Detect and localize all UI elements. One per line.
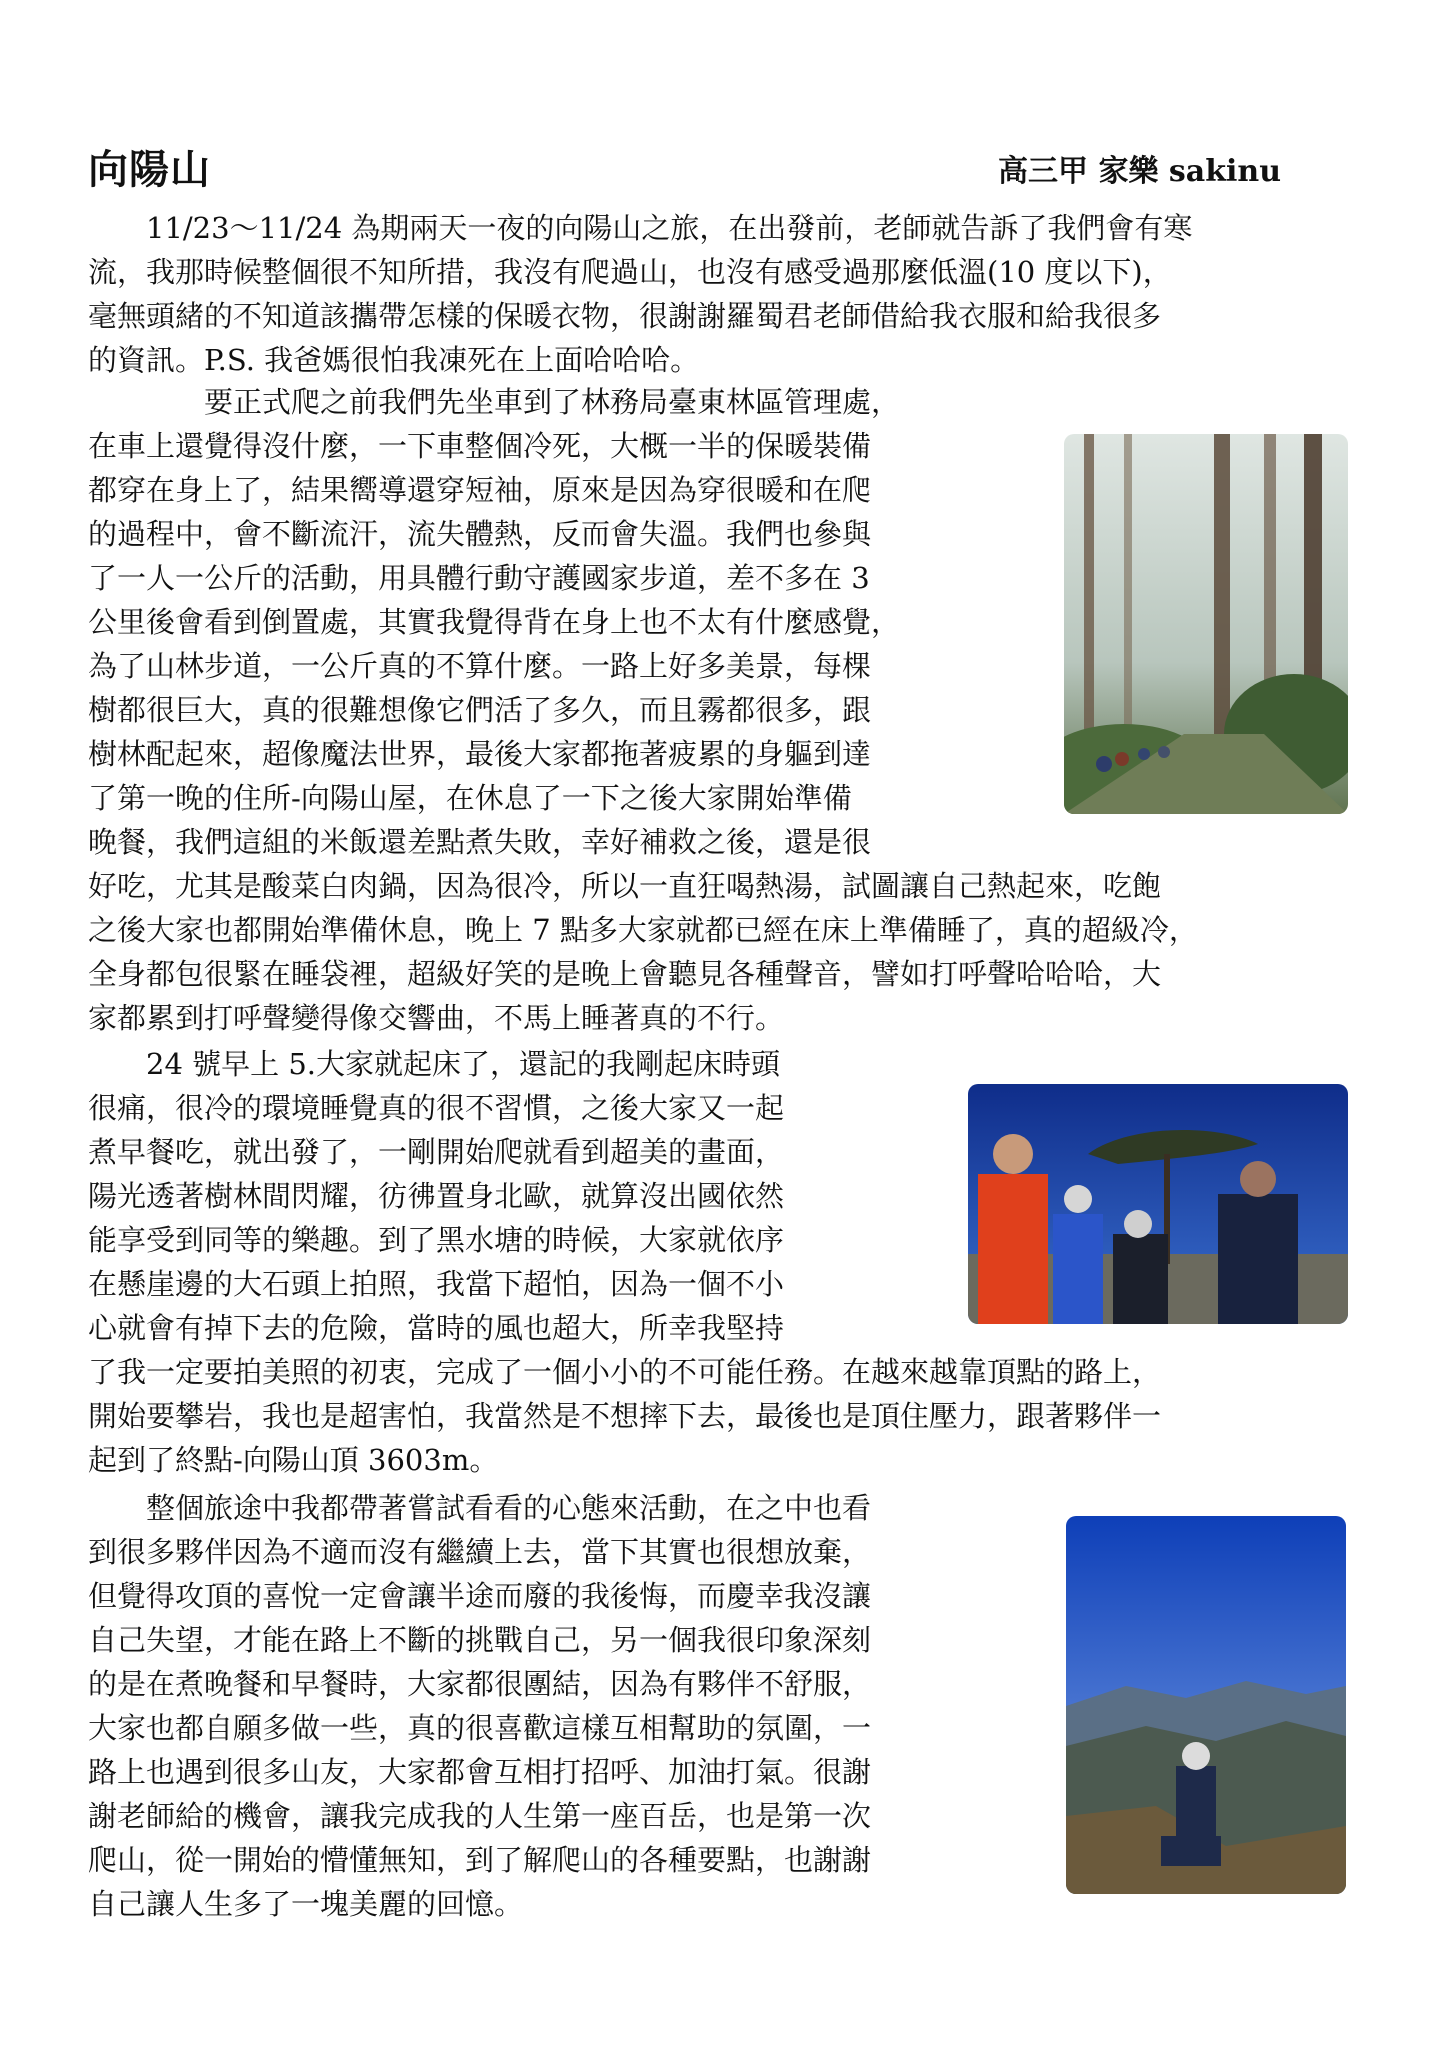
text-line: 樹林配起來，超像魔法世界，最後大家都拖著疲累的身軀到達 [88,737,872,771]
text-line: 起到了終點-向陽山頂 3603m。 [88,1443,499,1477]
text-line: 要正式爬之前我們先坐車到了林務局臺東林區管理處， [88,385,901,419]
text-line: 全身都包很緊在睡袋裡，超級好笑的是晚上會聽見各種聲音，譬如打呼聲哈哈哈，大 [88,957,1162,991]
text-line: 了第一晚的住所-向陽山屋，在休息了一下之後大家開始準備 [88,781,852,815]
text-line: 謝老師給的機會，讓我完成我的人生第一座百岳，也是第一次 [88,1799,872,1833]
text-line: 在懸崖邊的大石頭上拍照，我當下超怕，因為一個不小 [88,1267,785,1301]
text-line: 自己讓人生多了一塊美麗的回憶。 [88,1887,524,1921]
forest-trail-photo [1064,434,1348,814]
text-line: 毫無頭緒的不知道該攜帶怎樣的保暖衣物，很謝謝羅蜀君老師借給我衣服和給我很多 [88,299,1162,333]
text-line: 陽光透著樹林間閃耀，彷彿置身北歐，就算沒出國依然 [88,1179,785,1213]
paragraph-day2 [88,1042,938,1350]
text-line: 能享受到同等的樂趣。到了黑水塘的時候，大家就依序 [88,1223,785,1257]
text-line: 整個旅途中我都帶著嘗試看看的心態來活動，在之中也看 [88,1491,872,1525]
text-line: 之後大家也都開始準備休息，晚上 7 點多大家就都已經在床上準備睡了，真的超級冷， [88,913,1198,947]
text-line: 11/23～11/24 為期兩天一夜的向陽山之旅，在出發前，老師就告訴了我們會有寒 [88,211,1193,245]
text-line: 了我一定要拍美照的初衷，完成了一個小小的不可能任務。在越來越靠頂點的路上， [88,1355,1162,1389]
text-line: 的過程中，會不斷流汗，流失體熱，反而會失溫。我們也參與 [88,517,872,551]
text-line: 24 號早上 5.大家就起床了，還記的我剛起床時頭 [88,1047,781,1081]
text-line: 了一人一公斤的活動，用具體行動守護國家步道，差不多在 3 [88,561,870,595]
text-line: 很痛，很冷的環境睡覺真的很不習慣，之後大家又一起 [88,1091,785,1125]
text-line: 樹都很巨大，真的很難想像它們活了多久，而且霧都很多，跟 [88,693,872,727]
text-line: 到很多夥伴因為不適而沒有繼續上去，當下其實也很想放棄， [88,1535,872,1569]
text-line: 自己失望，才能在路上不斷的挑戰自己，另一個我很印象深刻 [88,1623,872,1657]
text-line: 但覺得攻頂的喜悅一定會讓半途而廢的我後悔，而慶幸我沒讓 [88,1579,872,1613]
author-byline: 高三甲 家樂 sakinu [998,154,1282,189]
text-line: 流，我那時候整個很不知所措，我沒有爬過山，也沒有感受過那麼低溫(10 度以下)， [88,255,1172,289]
page-title: 向陽山 [88,146,211,193]
text-line: 路上也遇到很多山友，大家都會互相打招呼、加油打氣。很謝 [88,1755,872,1789]
text-line: 心就會有掉下去的危險，當時的風也超大，所幸我堅持 [88,1311,785,1345]
text-line: 的資訊。P.S. 我爸媽很怕我凍死在上面哈哈哈。 [88,343,700,377]
text-line: 的是在煮晚餐和早餐時，大家都很團結，因為有夥伴不舒服， [88,1667,872,1701]
summit-view-photo [1066,1516,1346,1894]
text-line: 為了山林步道，一公斤真的不算什麼。一路上好多美景，每棵 [88,649,872,683]
text-line: 晚餐，我們這組的米飯還差點煮失敗，幸好補救之後，還是很 [88,825,872,859]
text-line: 家都累到打呼聲變得像交響曲，不馬上睡著真的不行。 [88,1001,785,1035]
text-line: 公里後會看到倒置處，其實我覺得背在身上也不太有什麼感覺， [88,605,901,639]
text-line: 都穿在身上了，結果嚮導還穿短袖，原來是因為穿很暖和在爬 [88,473,872,507]
paragraph-reflection [88,1486,1088,1926]
text-line: 爬山，從一開始的懵懂無知，到了解爬山的各種要點，也謝謝 [88,1843,872,1877]
paragraph-day1 [88,380,1078,864]
paragraph-day2-cont [88,1350,1378,1482]
text-line: 好吃，尤其是酸菜白肉鍋，因為很冷，所以一直狂喝熱湯，試圖讓自己熱起來，吃飽 [88,869,1162,903]
group-cliff-photo [968,1084,1348,1324]
text-line: 煮早餐吃，就出發了，一剛開始爬就看到超美的畫面， [88,1135,785,1169]
text-line: 開始要攀岩，我也是超害怕，我當然是不想摔下去，最後也是頂住壓力，跟著夥伴一 [88,1399,1162,1433]
paragraph-intro [88,206,1378,382]
text-line: 在車上還覺得沒什麼，一下車整個冷死，大概一半的保暖裝備 [88,429,872,463]
paragraph-day1-cont [88,864,1378,1040]
text-line: 大家也都自願多做一些，真的很喜歡這樣互相幫助的氛圍，一 [88,1711,872,1745]
